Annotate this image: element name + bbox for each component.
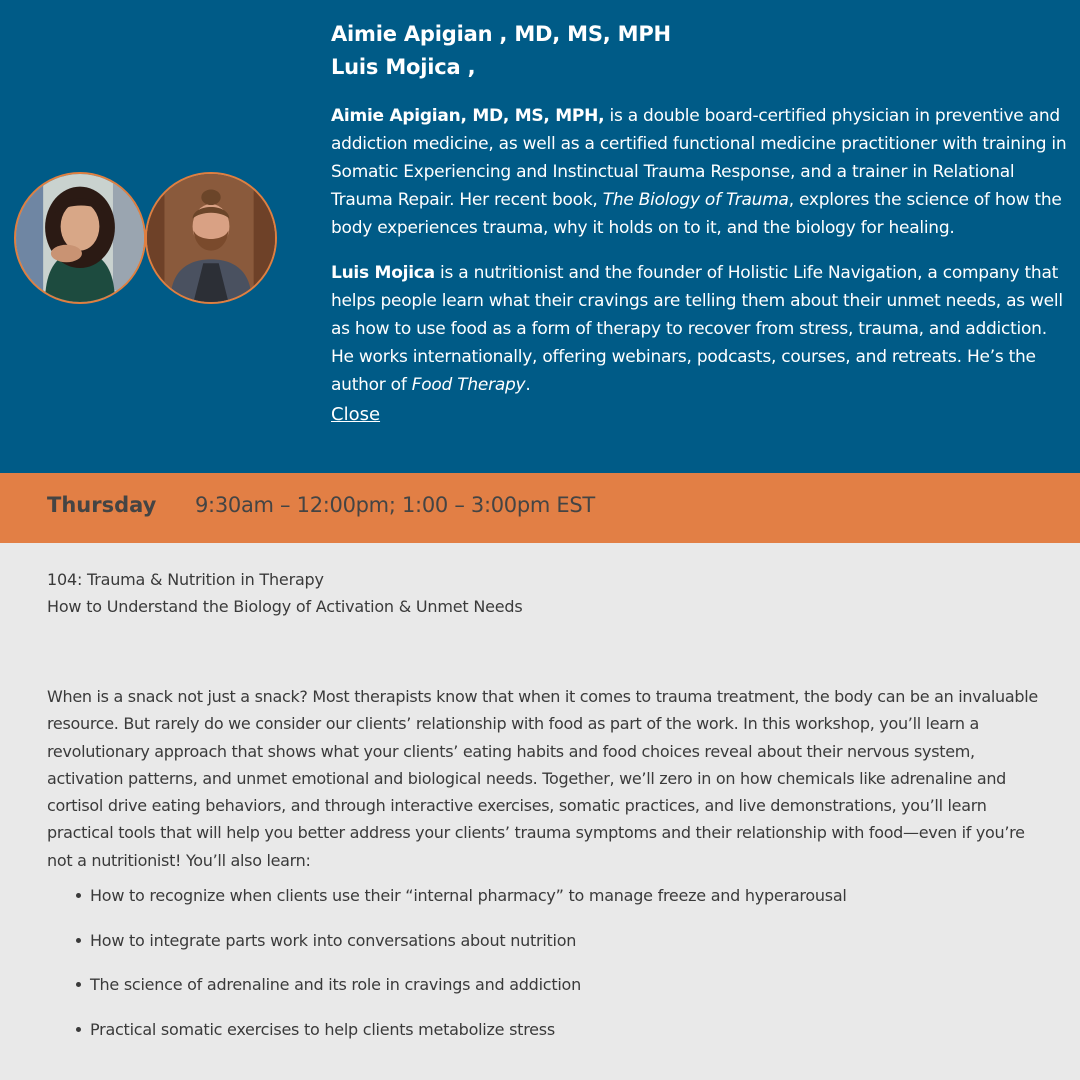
speaker-names <box>331 18 1071 84</box>
session-title: 104: Trauma & Nutrition in Therapy <box>47 570 324 589</box>
session-day: Thursday <box>47 493 157 517</box>
session-subtitle: How to Understand the Biology of Activation & Unmet Needs <box>47 597 523 616</box>
book-title: The Biology of Trauma <box>602 190 789 210</box>
learning-objectives <box>47 882 1047 1043</box>
close-link[interactable]: Close <box>331 404 381 425</box>
speaker-panel <box>0 0 1080 473</box>
speaker-bio-luis <box>331 259 1071 399</box>
bio-text: , explores the science of how the body experiences trauma, why it holds on to it, and the biology for healing. <box>331 190 1062 238</box>
bio-text: is a nutritionist and the founder of Holistic Life Navigation, a company that helps people learn what their cravings are telling them about their unmet needs, as well as how to use food as a form of therapy to recover from stress, trauma, and addiction. He works internationally, offering webinars, podcasts, courses, and retreats. He’s the author of <box>331 263 1063 395</box>
session-time: 9:30am – 12:00pm; 1:00 – 3:00pm EST <box>195 493 595 517</box>
bio-name: Luis Mojica <box>331 263 435 283</box>
schedule-band <box>0 473 1080 543</box>
list-item: The science of adrenaline and its role in cravings and addiction <box>47 971 1047 998</box>
bio-text: . <box>525 375 531 395</box>
speaker-bio-aimie <box>331 102 1071 242</box>
speaker-info <box>331 18 1071 427</box>
speaker-photo-aimie-apigian <box>14 172 146 304</box>
list-item: How to integrate parts work into conversations about nutrition <box>47 927 1047 954</box>
speaker-photos <box>14 172 284 304</box>
bio-text: is a double board-certified physician in preventive and addiction medicine, as well as a certified functional medicine practitioner with training in Somatic Experiencing and Instinctual Trauma Response, and a trainer in Relational Trauma Repair. Her recent book, <box>331 106 1067 210</box>
list-item: Practical somatic exercises to help clients metabolize stress <box>47 1016 1047 1043</box>
speaker-name: Luis Mojica , <box>331 55 476 79</box>
session-details <box>47 566 1047 1060</box>
speaker-name: Aimie Apigian , MD, MS, MPH <box>331 22 671 46</box>
list-item: How to recognize when clients use their “internal pharmacy” to manage freeze and hyperarousal <box>47 882 1047 909</box>
book-title: Food Therapy <box>411 375 526 395</box>
session-description: When is a snack not just a snack? Most therapists know that when it comes to trauma treatment, the body can be an invaluable resource. But rarely do we consider our clients’ relationship with food as part of the work. In this workshop, you’ll learn a revolutionary approach that shows what your clients’ eating habits and food choices reveal about their nervous system, activation patterns, and unmet emotional and biological needs. Together, we’ll zero in on how chemicals like adrenaline and cortisol drive eating behaviors, and through interactive exercises, somatic practices, and live demonstrations, you’ll learn practical tools that will help you better address your clients’ trauma symptoms and their relationship with food—even if you’re not a nutritionist! You’ll also learn: <box>47 687 1038 870</box>
speaker-photo-luis-mojica <box>145 172 277 304</box>
bio-name: Aimie Apigian, MD, MS, MPH, <box>331 106 605 126</box>
